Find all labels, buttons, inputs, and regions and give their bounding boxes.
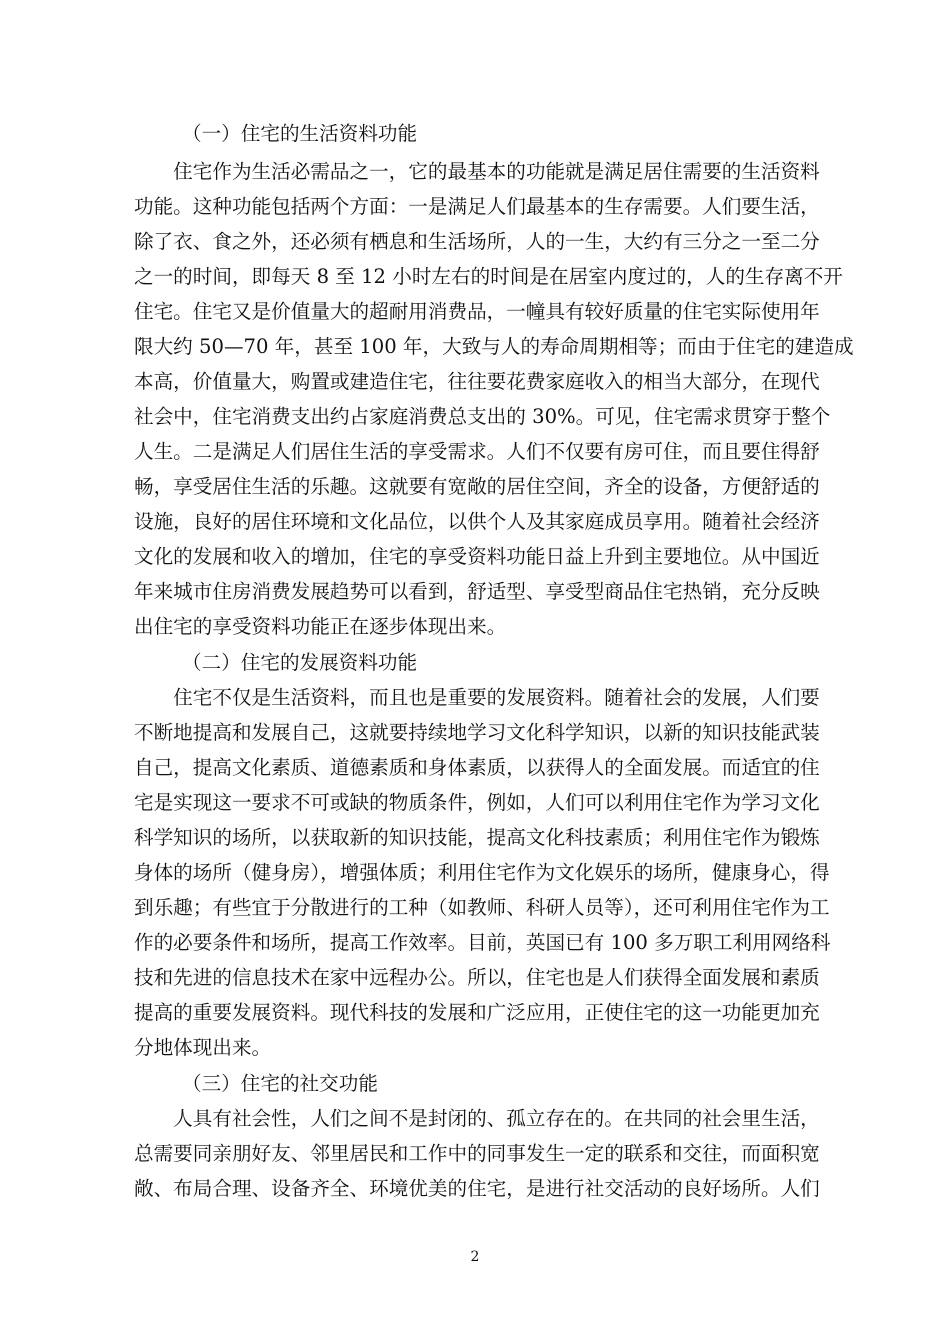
paragraph-line: 之一的时间，即每天 8 至 12 小时左右的时间是在居室内度过的，人的生存离不开 — [134, 265, 843, 288]
paragraph-line: 限大约 50—70 年，甚至 100 年，大致与人的寿命周期相等；而由于住宅的建造成 — [134, 335, 854, 358]
paragraph-line: 人生。二是满足人们居住生活的享受需求。人们不仅要有房可住，而且要住得舒 — [134, 440, 820, 463]
page-number: 2 — [470, 1249, 480, 1265]
paragraph-line: 敞、布局合理、设备齐全、环境优美的住宅，是进行社交活动的良好场所。人们 — [134, 1177, 820, 1200]
paragraph-line: 住宅作为生活必需品之一，它的最基本的功能就是满足居住需要的生活资料 — [134, 160, 820, 183]
paragraph-line: 年来城市住房消费发展趋势可以看到，舒适型、享受型商品住宅热销，充分反映 — [134, 580, 820, 603]
paragraph-line: 文化的发展和收入的增加，住宅的享受资料功能日益上升到主要地位。从中国近 — [134, 545, 820, 568]
paragraph-line: 功能。这种功能包括两个方面：一是满足人们最基本的生存需要。人们要生活， — [134, 195, 820, 218]
paragraph-line: 提高的重要发展资料。现代科技的发展和广泛应用，正使住宅的这一功能更加充 — [134, 1001, 820, 1024]
paragraph-line: 设施，良好的居住环境和文化品位，以供个人及其家庭成员享用。随着社会经济 — [134, 510, 820, 533]
paragraph-line: 出住宅的享受资料功能正在逐步体现出来。 — [134, 615, 507, 638]
section-heading: （三）住宅的社交功能 — [182, 1072, 378, 1095]
paragraph-line: 到乐趣；有些宜于分散进行的工种（如教师、科研人员等），还可利用住宅作为工 — [134, 896, 830, 919]
paragraph-line: 不断地提高和发展自己，这就要持续地学习文化科学知识，以新的知识技能武装 — [134, 721, 820, 744]
paragraph-line: 宅是实现这一要求不可或缺的物质条件，例如，人们可以利用住宅作为学习文化 — [134, 791, 820, 814]
paragraph-line: 畅，享受居住生活的乐趣。这就要有宽敞的居住空间，齐全的设备，方便舒适的 — [134, 475, 820, 498]
paragraph-line: 技和先进的信息技术在家中远程办公。所以，住宅也是人们获得全面发展和素质 — [134, 966, 820, 989]
paragraph-line: 社会中，住宅消费支出约占家庭消费总支出的 30%。可见，住宅需求贯穿于整个 — [134, 405, 831, 428]
paragraph-line: 身体的场所（健身房），增强体质；利用住宅作为文化娱乐的场所，健康身心，得 — [134, 861, 830, 884]
paragraph-line: 作的必要条件和场所，提高工作效率。目前，英国已有 100 多万职工利用网络科 — [134, 931, 831, 954]
paragraph-line: 人具有社会性，人们之间不是封闭的、孤立存在的。在共同的社会里生活， — [134, 1107, 820, 1130]
paragraph-line: 除了衣、食之外，还必须有栖息和生活场所，人的一生，大约有三分之一至二分 — [134, 230, 820, 253]
paragraph-line: 总需要同亲朋好友、邻里居民和工作中的同事发生一定的联系和交往，而面积宽 — [134, 1142, 820, 1165]
section-heading: （二）住宅的发展资料功能 — [182, 651, 418, 674]
section-heading: （一）住宅的生活资料功能 — [182, 122, 418, 145]
paragraph-line: 住宅不仅是生活资料，而且也是重要的发展资料。随着社会的发展，人们要 — [134, 686, 820, 709]
paragraph-line: 自己，提高文化素质、道德素质和身体素质，以获得人的全面发展。而适宜的住 — [134, 756, 820, 779]
paragraph-line: 本高，价值量大，购置或建造住宅，往往要花费家庭收入的相当大部分，在现代 — [134, 370, 820, 393]
paragraph-line: 分地体现出来。 — [134, 1036, 272, 1059]
paragraph-line: 科学知识的场所，以获取新的知识技能，提高文化科技素质；利用住宅作为锻炼 — [134, 826, 820, 849]
paragraph-line: 住宅。住宅又是价值量大的超耐用消费品，一幢具有较好质量的住宅实际使用年 — [134, 300, 820, 323]
